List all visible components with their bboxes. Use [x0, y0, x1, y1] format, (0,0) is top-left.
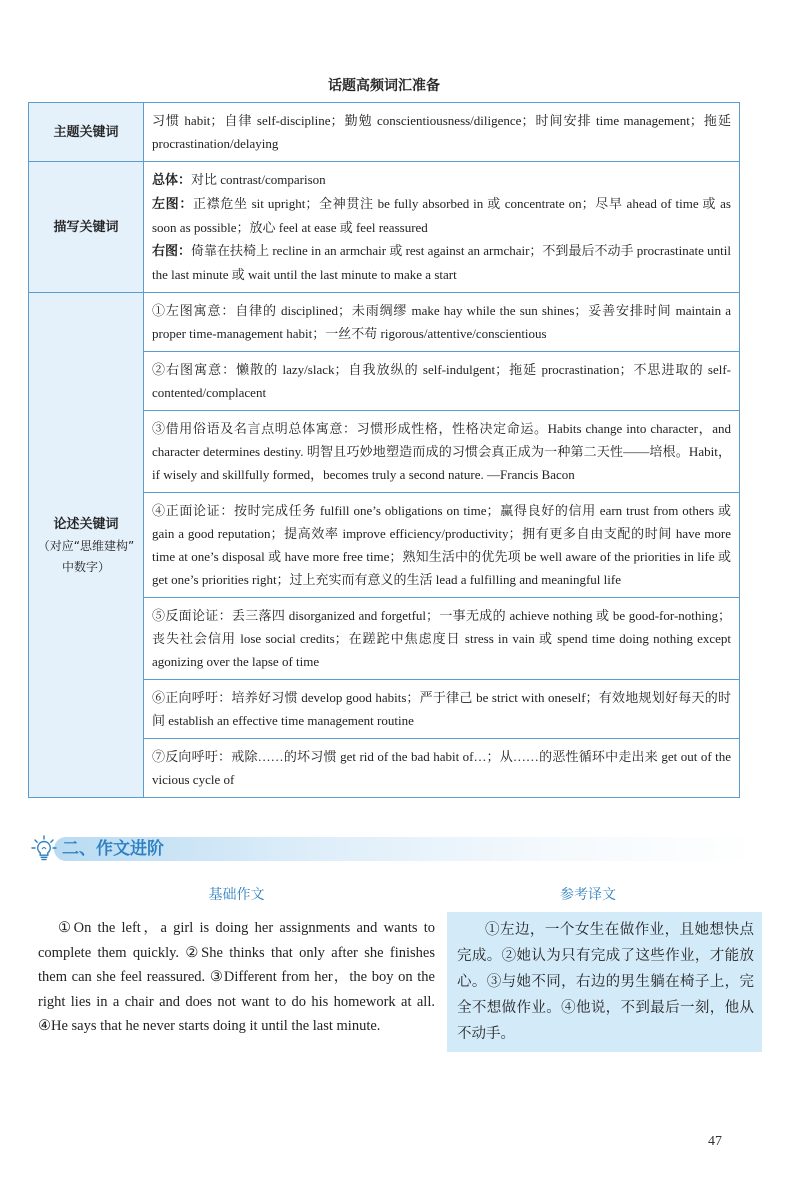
discussion-item: [144, 293, 740, 352]
essay-translation-text: ①左边，一个女生在做作业，且她想快点完成。②她认为只有完成了这些作业，才能放心。③与她不同，右边的男生躺在椅子上，完全不想做作业。④他说，不到最后一刻，他从不动手。: [447, 912, 762, 1052]
discussion-item-text: ①左图寓意：自律的 disciplined；未雨绸缪 make hay while the sun shines；妥善安排时间 maintain a proper time-management habit；一丝不苟 rigorous/attentive/conscientious: [152, 303, 731, 341]
lightbulb-icon: [30, 834, 60, 864]
description-line-overall: [152, 168, 731, 192]
section-title: 二、作文进阶: [62, 839, 164, 859]
discussion-item-text: ③借用俗语及名言点明总体寓意：习惯形成性格，性格决定命运。Habits change into character，and character determines destiny. 明智且巧妙地塑造而成的习惯会真正成为一种第二天性——培根。Habit，if wisely and skillfully formed，becomes truly a second nature. —Francis Bacon: [152, 421, 731, 482]
description-text: 倚靠在扶椅上 recline in an armchair 或 rest against an armchair；不到最后不动手 procrastinate until the last minute 或 wait until the last minute to make a start: [152, 243, 731, 282]
page-title: 话题高频词汇准备: [328, 78, 440, 94]
description-text: 正襟危坐 sit upright；全神贯注 be fully absorbed in 或 concentrate on；尽早 ahead of time 或 as soon as possible；放心 feel at ease 或 feel reassured: [152, 196, 731, 235]
discussion-item-text: ④正面论证：按时完成任务 fulfill one’s obligations on time；赢得良好的信用 earn trust from others 或 gain a good reputation；提高效率 improve efficiency/productivity；拥有更多自由支配的时间 have more time at one’s disposal 或 have more free time；熟知生活中的优先项 be well aware of the priorities in life 或 get one’s priorities right；过上充实而有意义的生活 lead a fulfilling and meaningful life: [152, 503, 731, 587]
discussion-item: [144, 493, 740, 598]
table-row-description: [29, 162, 740, 293]
discussion-label: 论述关键词: [53, 516, 119, 532]
description-prefix: 左图：: [152, 197, 194, 212]
essay-translation-column: [447, 884, 762, 1052]
row-content-theme: [144, 103, 740, 162]
discussion-item: [144, 411, 740, 493]
table-row-discussion: [29, 293, 740, 352]
table-row-theme: [29, 103, 740, 162]
discussion-note-line2: 中数字）: [61, 559, 110, 574]
row-content-description: [144, 162, 740, 293]
discussion-item: [144, 598, 740, 680]
page-number: 47: [708, 1134, 722, 1149]
discussion-item-text: ⑦反向呼吁：戒除……的坏习惯 get rid of the bad habit of…；从……的恶性循环中走出来 get out of the vicious cycle of: [152, 749, 731, 787]
description-line-left: [152, 192, 731, 239]
theme-text: 习惯 habit；自律 self-discipline；勤勉 conscientiousness/diligence；时间安排 time management；拖延 procrastination/delaying: [152, 113, 731, 151]
row-label-theme: 主题关键词: [29, 103, 144, 162]
discussion-item-text: ⑤反面论证：丢三落四 disorganized and forgetful；一事无成的 achieve nothing 或 be good-for-nothing；丧失社会信用 lose social credits；在蹉跎中焦虑度日 stress in vain 或 spend time doing nothing except agonizing over the lapse of time: [152, 608, 731, 669]
essay-english-column: [38, 884, 435, 1039]
essay-right-heading: 参考译文: [560, 887, 616, 903]
description-text: 对比 contrast/comparison: [191, 172, 326, 187]
description-prefix: 总体：: [152, 173, 192, 188]
discussion-note-line1: （对应“思维建构”: [37, 538, 135, 553]
discussion-item: [144, 739, 740, 798]
row-label-discussion: [29, 293, 144, 798]
discussion-item-text: ⑥正向呼吁：培养好习惯 develop good habits；严于律己 be strict with oneself；有效地规划好每天的时间 establish an effective time management routine: [152, 690, 731, 728]
description-prefix: 右图：: [152, 244, 192, 259]
essay-section: [0, 884, 800, 1074]
section-header: [30, 834, 760, 864]
discussion-item-text: ②右图寓意：懒散的 lazy/slack；自我放纵的 self-indulgent；拖延 procrastination；不思进取的 self-contented/complacent: [152, 362, 731, 400]
row-label-description: 描写关键词: [29, 162, 144, 293]
vocab-table: [28, 102, 740, 798]
essay-left-heading: 基础作文: [208, 887, 265, 903]
discussion-item: [144, 352, 740, 411]
discussion-item: [144, 680, 740, 739]
essay-english-text: ①On the left，a girl is doing her assignments and wants to complete them quickly. ②She thinks that only after she finishes them can she feel reassured. ③Different from her，the boy on the right lies in a chair and does not want to do his homework at all. ④He says that he never starts doing it until the last minute.: [38, 920, 435, 1034]
description-line-right: [152, 239, 731, 286]
